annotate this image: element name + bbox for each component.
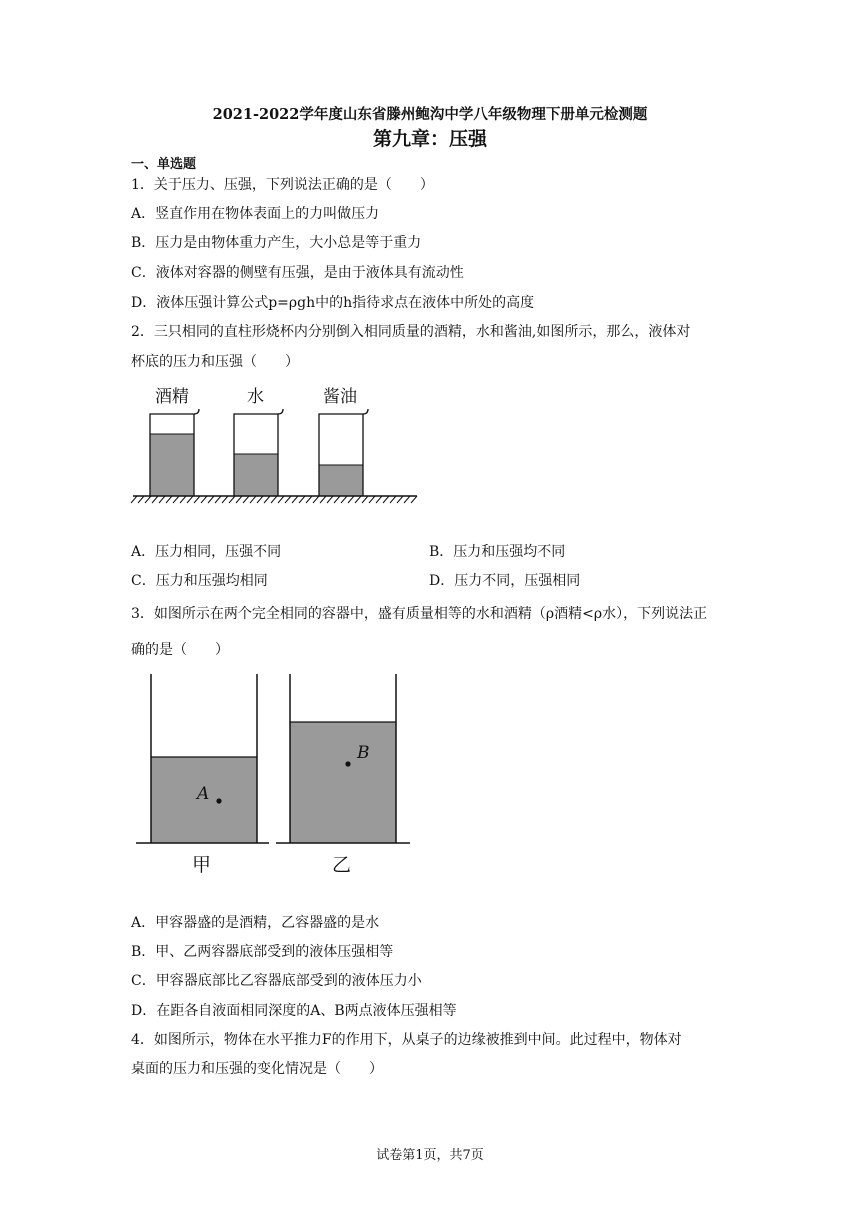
question-1-option-b: B．压力是由物体重力产生，大小总是等于重力 [131, 235, 422, 251]
page-footer: 试卷第1页，共7页 [376, 1148, 484, 1163]
question-3-option-b: B．甲、乙两容器底部受到的液体压强相等 [131, 944, 394, 960]
point-b-marker [345, 761, 350, 766]
beaker-soy-sauce [319, 409, 368, 496]
question-2-stem-line1: 2．三只相同的直柱形烧杯内分别倒入相同质量的酒精，水和酱油,如图所示，那么，液体对 [131, 324, 691, 340]
question-3-option-d: D．在距各自液面相同深度的A、B两点液体压强相等 [131, 1003, 457, 1019]
question-4-stem-line1: 4．如图所示，物体在水平推力F的作用下，从桌子的边缘被推到中间。此过程中，物体对 [131, 1032, 682, 1048]
liquid-soy-sauce [319, 465, 363, 496]
question-3-option-c: C．甲容器底部比乙容器底部受到的液体压力小 [131, 973, 422, 989]
question-2-option-a: A．压力相同，压强不同 [131, 544, 282, 560]
container-jia [136, 674, 269, 876]
beaker-label-soy-sauce: 酱油 [323, 387, 357, 407]
question-2-option-d: D．压力不同，压强相同 [429, 573, 581, 589]
chapter-title: 第九章：压强 [372, 128, 487, 150]
containers-figure [130, 672, 420, 882]
question-4-stem-line2: 桌面的压力和压强的变化情况是（ ） [131, 1061, 383, 1077]
question-1-option-a: A．竖直作用在物体表面上的力叫做压力 [131, 206, 380, 222]
question-3-option-a: A．甲容器盛的是酒精，乙容器盛的是水 [131, 915, 380, 931]
question-1-option-d: D．液体压强计算公式p=ρgh中的h指待求点在液体中所处的高度 [131, 295, 535, 311]
liquid-alcohol [150, 434, 194, 496]
container-yi-label: 乙 [332, 854, 352, 876]
beaker-label-alcohol: 酒精 [155, 387, 189, 407]
question-3-stem-line2: 确的是（ ） [131, 642, 229, 658]
question-1-option-c: C．液体对容器的侧壁有压强，是由于液体具有流动性 [131, 265, 464, 281]
liquid-water [234, 454, 278, 496]
question-3-stem-line1: 3．如图所示在两个完全相同的容器中，盛有质量相等的水和酒精（ρ酒精<ρ水），下列说法正 [131, 606, 708, 622]
liquid-yi [290, 722, 396, 843]
question-1-stem: 1．关于压力、压强，下列说法正确的是（ ） [131, 177, 434, 193]
question-2-option-c: C．压力和压强均相同 [131, 573, 268, 589]
ground-hatching [131, 496, 417, 503]
point-a-label: A [197, 784, 210, 804]
beaker-label-water: 水 [247, 387, 264, 407]
point-b-label: B [357, 743, 370, 763]
section-heading: 一、单选题 [131, 157, 197, 172]
beakers-figure [125, 378, 425, 508]
question-2-stem-line2: 杯底的压力和压强（ ） [131, 354, 299, 370]
point-a-marker [216, 798, 221, 803]
container-jia-label: 甲 [192, 854, 212, 876]
exam-title: 2021-2022学年度山东省滕州鲍沟中学八年级物理下册单元检测题 [212, 106, 648, 123]
question-2-option-b: B．压力和压强均不同 [429, 544, 566, 560]
beaker-alcohol [150, 409, 199, 496]
beaker-water [234, 409, 283, 496]
container-yi [276, 674, 410, 876]
